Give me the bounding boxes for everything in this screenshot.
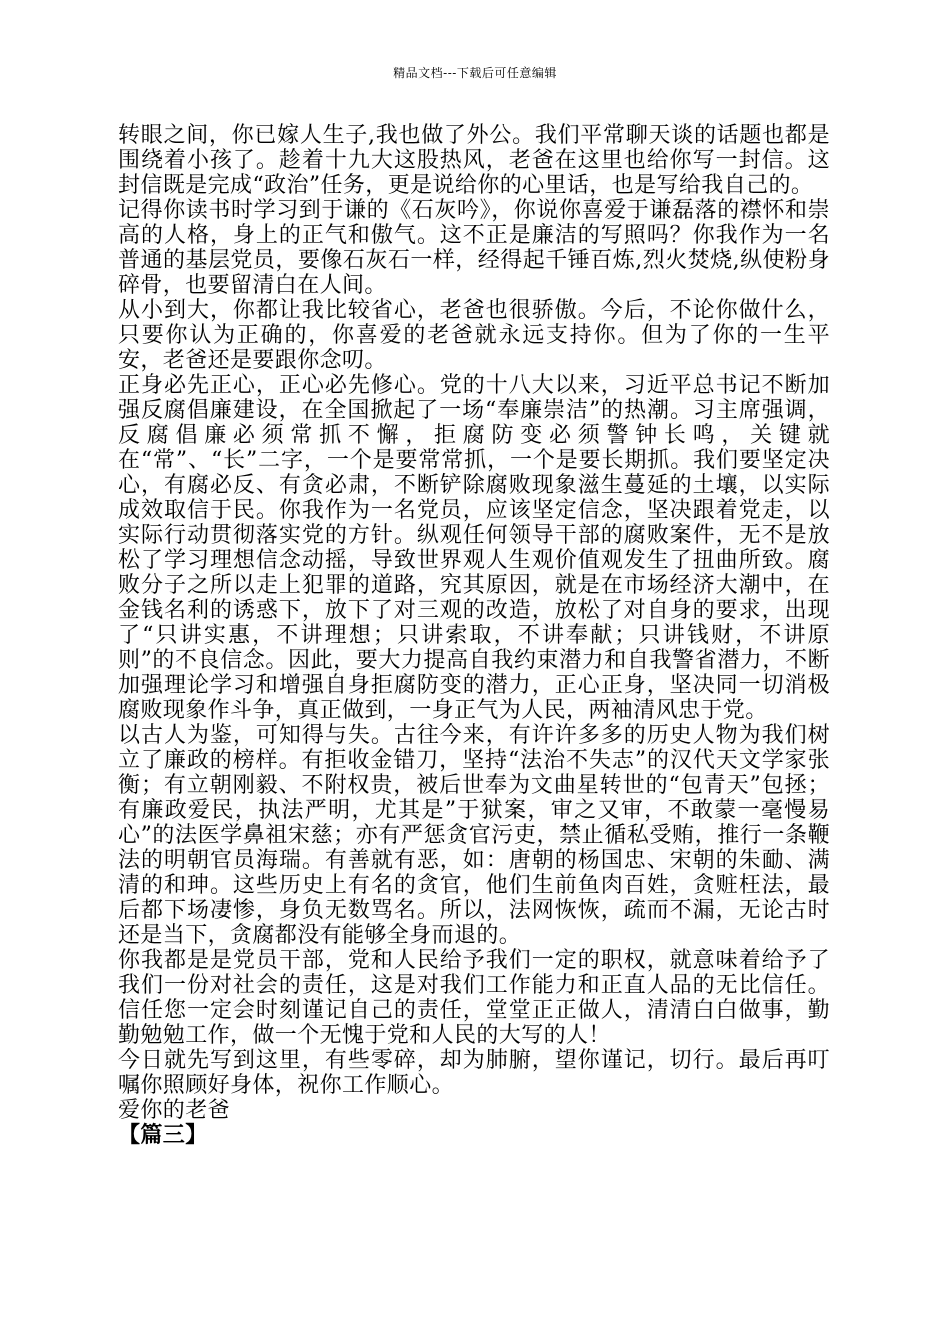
paragraph-history: 以古人为鉴，可知得与失。古往今来，有许许多多的历史人物为我们树立了廉政的榜样。有拒收金错刀，坚持“法治不失志”的汉代天文学家张衡；有立朝刚毅、不附权贵，被后世奉为文曲星转世的“包青天”包拯；有廉政爱民，执法严明，尤其是”于狱案，审之又审，不敢蒙一毫慢易心”的法医学鼻祖宋慈；亦有严惩贪官污吏，禁止循私受贿，推行一条鞭法的明朝官员海瑞。有善就有恶，如：唐朝的杨国忠、宋朝的朱勔、满清的和珅。这些历史上有名的贪官，他们生前鱼肉百姓，贪赃枉法，最后都下场凄惨，身负无数骂名。所以，法网恢恢，疏而不漏，无论古时还是当下，贪腐都没有能够全身而退的。 — [118, 723, 830, 948]
section-heading: 【篇三】 — [118, 1122, 208, 1148]
page-header: 精品文档---下载后可任意编辑 — [393, 66, 557, 80]
paragraph-growing-up: 从小到大，你都让我比较省心，老爸也很骄傲。今后，不论你做什么，只要你认为正确的，你喜爱的老爸就永远支持你。但为了你的一生平安，老爸还是要跟你念叨。 — [118, 298, 830, 373]
signature: 爱你的老爸 — [118, 1098, 231, 1123]
paragraph-opening: 转眼之间，你已嫁人生子,我也做了外公。我们平常聊天谈的话题也都是围绕着小孩了。趁着十九大这股热风，老爸在这里也给你写一封信。这封信既是完成“政治”任务，更是说给你的心里话，也是写给我自己的。 — [118, 123, 830, 198]
letter-body — [118, 123, 830, 1148]
paragraph-anti-corruption: 正身必先正心，正心必先修心。党的十八大以来，习近平总书记不断加强反腐倡廉建设，在全国掀起了一场“奉廉崇洁”的热潮。习主席强调，反腐倡廉必须常抓不懈，拒腐防变必须警钟长鸣，关键就在“常”、“长”二字，一个是要常常抓，一个是要长期抓。我们要坚定决心，有腐必反、有贪必肃，不断铲除腐败现象滋生蔓延的土壤，以实际成效取信于民。你我作为一名党员，应该坚定信念，坚决跟着党走，以实际行动贯彻落实党的方针。纵观任何领导干部的腐败案件，无不是放松了学习理想信念动摇，导致世界观人生观价值观发生了扭曲所致。腐败分子之所以走上犯罪的道路，究其原因，就是在市场经济大潮中，在金钱名利的诱惑下，放下了对三观的改造，放松了对自身的要求，出现了“只讲实惠，不讲理想；只讲索取，不讲奉献；只讲钱财，不讲原则”的不良信念。因此，要大力提高自我约束潜力和自我警省潜力，不断加强理论学习和增强自身拒腐防变的潜力，正心正身，坚决同一切消极腐败现象作斗争，真正做到，一身正气为人民，两袖清风忠于党。 — [118, 373, 830, 723]
paragraph-duty: 你我都是是党员干部，党和人民给予我们一定的职权，就意味着给予了我们一份对社会的责任，这是对我们工作能力和正直人品的无比信任。信任您一定会时刻谨记自己的责任，堂堂正正做人，清清白白做事，勤勤勉勉工作，做一个无愧于党和人民的大写的人！ — [118, 948, 830, 1048]
paragraph-shihuiyin: 记得你读书时学习到于谦的《石灰吟》，你说你喜爱于谦磊落的襟怀和崇高的人格，身上的正气和傲气。这不正是廉洁的写照吗？你我作为一名普通的基层党员，要像石灰石一样，经得起千锤百炼,烈火焚烧,纵使粉身碎骨，也要留清白在人间。 — [118, 198, 830, 298]
paragraph-closing: 今日就先写到这里，有些零碎，却为肺腑，望你谨记，切行。最后再叮嘱你照顾好身体，祝你工作顺心。 — [118, 1048, 830, 1098]
